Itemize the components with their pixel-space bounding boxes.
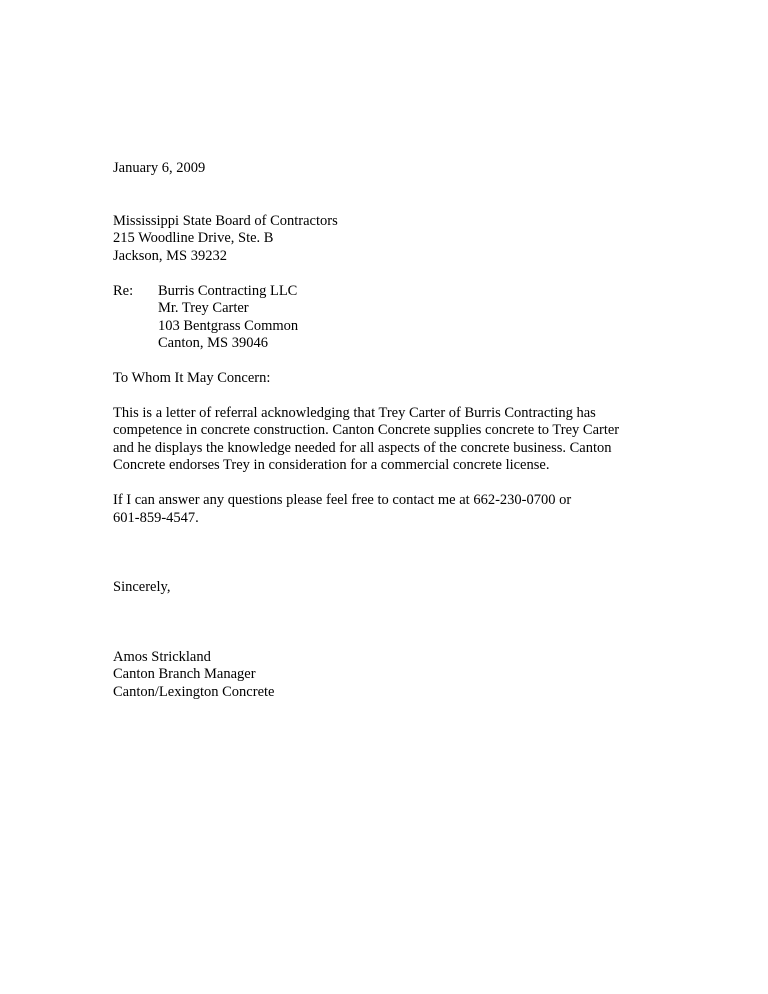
re-company: Burris Contracting LLC bbox=[158, 282, 298, 299]
closing: Sincerely, bbox=[113, 579, 171, 595]
signature-block bbox=[113, 649, 653, 702]
body-paragraph-2 bbox=[113, 492, 653, 527]
letter-body bbox=[113, 160, 653, 701]
paragraph-line: competence in concrete construction. Canton Concrete supplies concrete to Trey Carter bbox=[113, 422, 620, 438]
re-address bbox=[158, 283, 298, 353]
signer-title: Canton Branch Manager bbox=[113, 666, 256, 682]
paragraph-line: If I can answer any questions please feel free to contact me at 662-230-0700 or bbox=[113, 492, 572, 508]
paragraph-line: This is a letter of referral acknowledging that Trey Carter of Burris Contracting has bbox=[113, 404, 596, 421]
re-row bbox=[113, 283, 653, 353]
re-street: 103 Bentgrass Common bbox=[158, 317, 299, 334]
signer-company: Canton/Lexington Concrete bbox=[113, 683, 275, 700]
recipient-street: 215 Woodline Drive, Ste. B bbox=[113, 230, 274, 246]
recipient-address bbox=[113, 213, 653, 266]
recipient-name: Mississippi State Board of Contractors bbox=[113, 212, 338, 229]
paragraph-line: and he displays the knowledge needed for all aspects of the concrete business. Canton bbox=[113, 439, 612, 456]
re-block bbox=[113, 283, 653, 353]
signer-name: Amos Strickland bbox=[113, 648, 211, 665]
re-city: Canton, MS 39046 bbox=[158, 335, 268, 351]
re-person: Mr. Trey Carter bbox=[158, 300, 249, 316]
paragraph-line: 601-859-4547. bbox=[113, 509, 199, 526]
salutation: To Whom It May Concern: bbox=[113, 369, 271, 386]
re-label: Re: bbox=[113, 282, 134, 299]
paragraph-line: Concrete endorses Trey in consideration for a commercial concrete license. bbox=[113, 457, 550, 473]
letter-date: January 6, 2009 bbox=[113, 160, 206, 176]
body-paragraph-1 bbox=[113, 405, 653, 475]
recipient-city: Jackson, MS 39232 bbox=[113, 247, 227, 264]
